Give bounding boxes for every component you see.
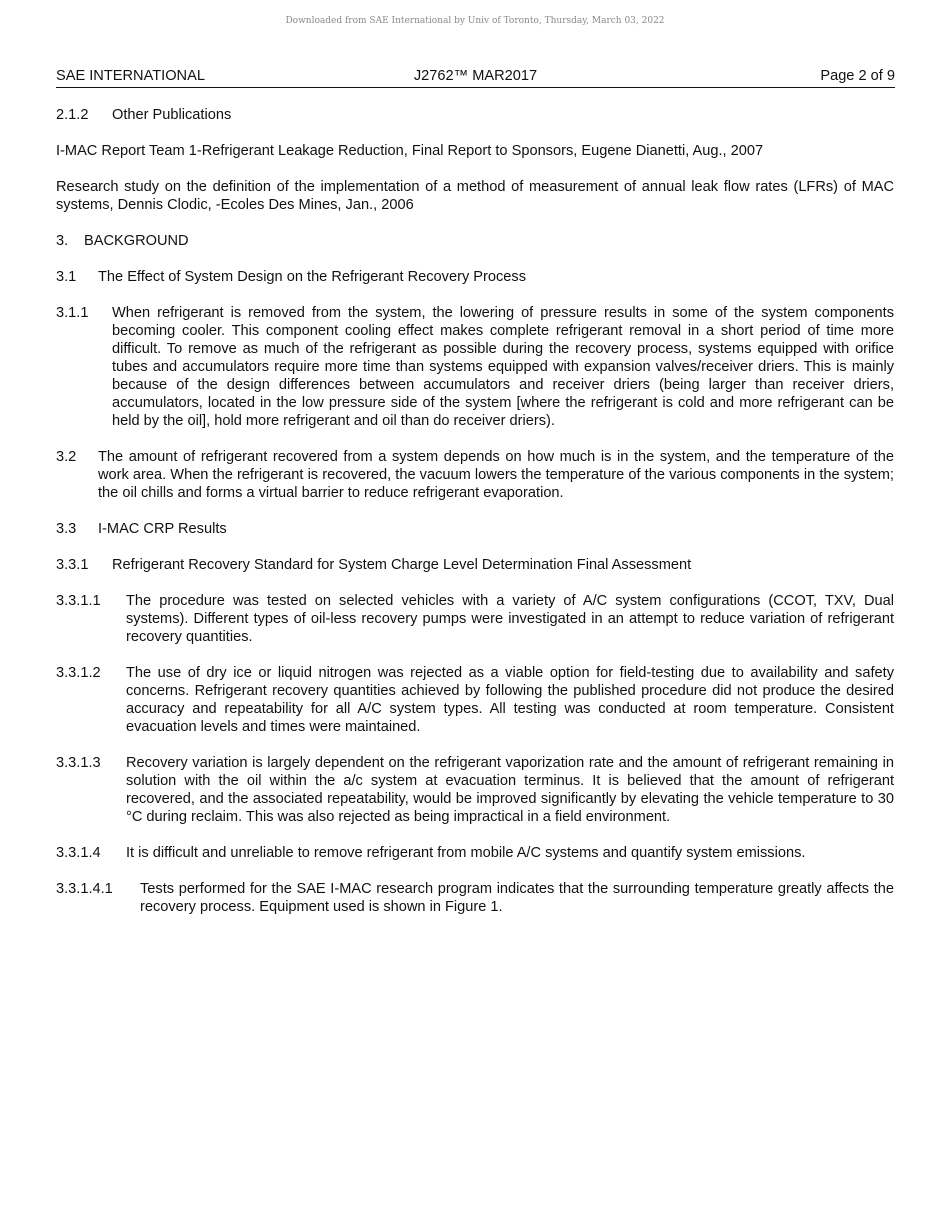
download-watermark: Downloaded from SAE International by Univ of Toronto, Thursday, March 03, 2022 [285,16,665,26]
section-number: 3.1 [56,269,77,285]
section-3-1-heading [56,268,894,286]
paragraph-text: The amount of refrigerant recovered from a system depends on how much is in the system, and the temperature of the work area. When the refrigerant is recovered, the vacuum lowers the temperature of the various components in the system; the oil chills and forms a virtual barrier to reduce refrigerant evaporation. [98,449,894,501]
section-2-1-2-heading [56,106,894,124]
section-title: BACKGROUND [84,233,189,249]
paragraph-3-3-1-2 [56,664,894,736]
section-title: The Effect of System Design on the Refrigerant Recovery Process [98,269,527,285]
paragraph-text: It is difficult and unreliable to remove refrigerant from mobile A/C systems and quantify system emissions. [126,845,806,861]
paragraph-text: The use of dry ice or liquid nitrogen was rejected as a viable option for field-testing due to availability and safety concerns. Refrigerant recovery quantities achieved by following the published procedure did not produce the desired accuracy and repeatability for all A/C system types. All testing was conducted at room temperature. Consistent evacuation levels and times were maintained. [126,665,894,735]
paragraph-3-3-1-1 [56,592,894,646]
section-title: Refrigerant Recovery Standard for System Charge Level Determination Final Assessment [112,557,692,573]
paragraph-number: 3.2 [56,449,77,465]
page-header [56,67,895,88]
section-number: 3.3 [56,521,77,537]
section-number: 3. [56,233,69,249]
section-number: 3.3.1 [56,557,89,573]
publication-reference-1: I-MAC Report Team 1-Refrigerant Leakage Reduction, Final Report to Sponsors, Eugene Dianetti, Aug., 2007 [56,143,764,159]
paragraph-3-3-1-3 [56,754,894,826]
paragraph-3-3-1-4 [56,844,894,862]
paragraph-text: When refrigerant is removed from the system, the lowering of pressure results in some of the system components becoming cooler. This component cooling effect makes complete refrigerant removal in a short period of time more difficult. To remove as much of the refrigerant as possible during the recovery process, systems equipped with orifice tubes and accumulators require more time than systems equipped with expansion valves/receiver driers. This is mainly because of the design differences between accumulators and receiver driers (being larger than receiver driers, accumulators, located in the low pressure side of the system [where the refrigerant is cold and more refrigerant can be held by the oil], hold more refrigerant and oil than do receiver driers). [112,305,894,429]
paragraph-text: Recovery variation is largely dependent on the refrigerant vaporization rate and the amount of refrigerant remaining in solution with the oil within the a/c system at evacuation terminus. It is believed that the amount of refrigerant recovered, and the associated repeatability, would be improved significantly by elevating the vehicle temperature to 30 °C during reclaim. This was also rejected as being impractical in a field environment. [126,755,894,825]
section-number: 2.1.2 [56,107,89,123]
section-3-3-heading [56,520,894,538]
paragraph-number: 3.1.1 [56,305,89,321]
paragraph-number: 3.3.1.3 [56,755,101,771]
header-organization: SAE INTERNATIONAL [56,68,205,84]
section-title: Other Publications [112,107,232,123]
section-3-3-1-heading [56,556,894,574]
paragraph-number: 3.3.1.4 [56,845,101,861]
paragraph-3-1-1 [56,304,894,430]
paragraph-text: Tests performed for the SAE I-MAC research program indicates that the surrounding temperature greatly affects the recovery process. Equipment used is shown in Figure 1. [140,881,894,915]
document-body [56,106,894,934]
section-title: I-MAC CRP Results [98,521,227,537]
paragraph-number: 3.3.1.2 [56,665,101,681]
header-document-id: J2762™ MAR2017 [413,68,538,84]
section-3-heading [56,232,894,250]
header-page-number: Page 2 of 9 [820,68,895,84]
paragraph-number: 3.3.1.1 [56,593,101,609]
paragraph-number: 3.3.1.4.1 [56,881,113,897]
paragraph-3-3-1-4-1 [56,880,894,916]
publication-reference-2: Research study on the definition of the implementation of a method of measurement of annual leak flow rates (LFRs) of MAC systems, Dennis Clodic, -Ecoles Des Mines, Jan., 2006 [56,179,894,213]
paragraph-text: The procedure was tested on selected vehicles with a variety of A/C system configurations (CCOT, TXV, Dual systems). Different types of oil-less recovery pumps were investigated in an attempt to reduce variation of refrigerant recovery quantities. [126,593,894,645]
paragraph-3-2 [56,448,894,502]
